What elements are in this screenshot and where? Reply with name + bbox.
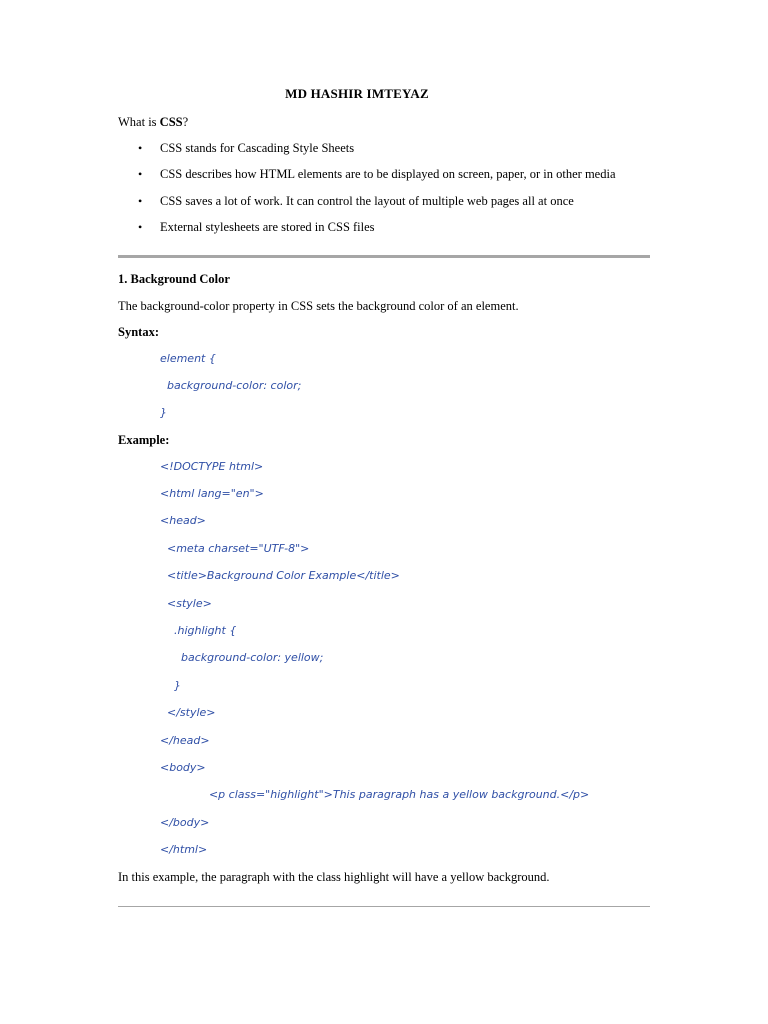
code-line: background-color: yellow; (160, 651, 324, 664)
intro-prefix: What is (118, 115, 160, 129)
document-title: MD HASHIR IMTEYAZ (285, 86, 429, 101)
code-line: <!DOCTYPE html> (160, 460, 264, 473)
bullet-text: CSS stands for Cascading Style Sheets (160, 141, 355, 155)
code-line: <html lang="en"> (160, 487, 264, 500)
code-line: </style> (160, 706, 216, 719)
code-line: element { (160, 352, 216, 365)
intro-question (118, 113, 188, 131)
code-line: } (160, 406, 167, 419)
bullet-text: CSS describes how HTML elements are to be displayed on screen, paper, or in other media (160, 167, 616, 181)
section-heading: 1. Background Color (118, 272, 230, 286)
code-line: .highlight { (160, 624, 237, 637)
code-line: </html> (160, 843, 208, 856)
horizontal-rule-top (118, 255, 650, 258)
code-line: </head> (160, 734, 210, 747)
section-conclusion: In this example, the paragraph with the class highlight will have a yellow background. (118, 870, 550, 884)
code-line: <style> (160, 597, 212, 610)
intro-bold: CSS (159, 115, 183, 129)
code-line: background-color: color; (160, 379, 302, 392)
horizontal-rule-bottom (118, 906, 650, 907)
code-line: <head> (160, 514, 206, 527)
code-line: } (160, 679, 181, 692)
syntax-label: Syntax: (118, 325, 159, 339)
bullet-icon: • (138, 194, 143, 208)
code-line: <title>Background Color Example</title> (160, 569, 400, 582)
bullet-icon: • (138, 220, 143, 234)
bullet-text: External stylesheets are stored in CSS files (160, 220, 375, 234)
intro-suffix: ? (182, 115, 189, 129)
section-description: The background-color property in CSS sets the background color of an element. (118, 299, 519, 313)
code-line: </body> (160, 816, 210, 829)
code-line: <meta charset="UTF-8"> (160, 542, 310, 555)
bullet-icon: • (138, 141, 143, 155)
code-line: <body> (160, 761, 206, 774)
bullet-icon: • (138, 167, 143, 181)
bullet-text: CSS saves a lot of work. It can control the layout of multiple web pages all at once (160, 194, 574, 208)
example-label: Example: (118, 433, 170, 447)
code-line: <p class="highlight">This paragraph has a yellow background.</p> (160, 788, 590, 801)
